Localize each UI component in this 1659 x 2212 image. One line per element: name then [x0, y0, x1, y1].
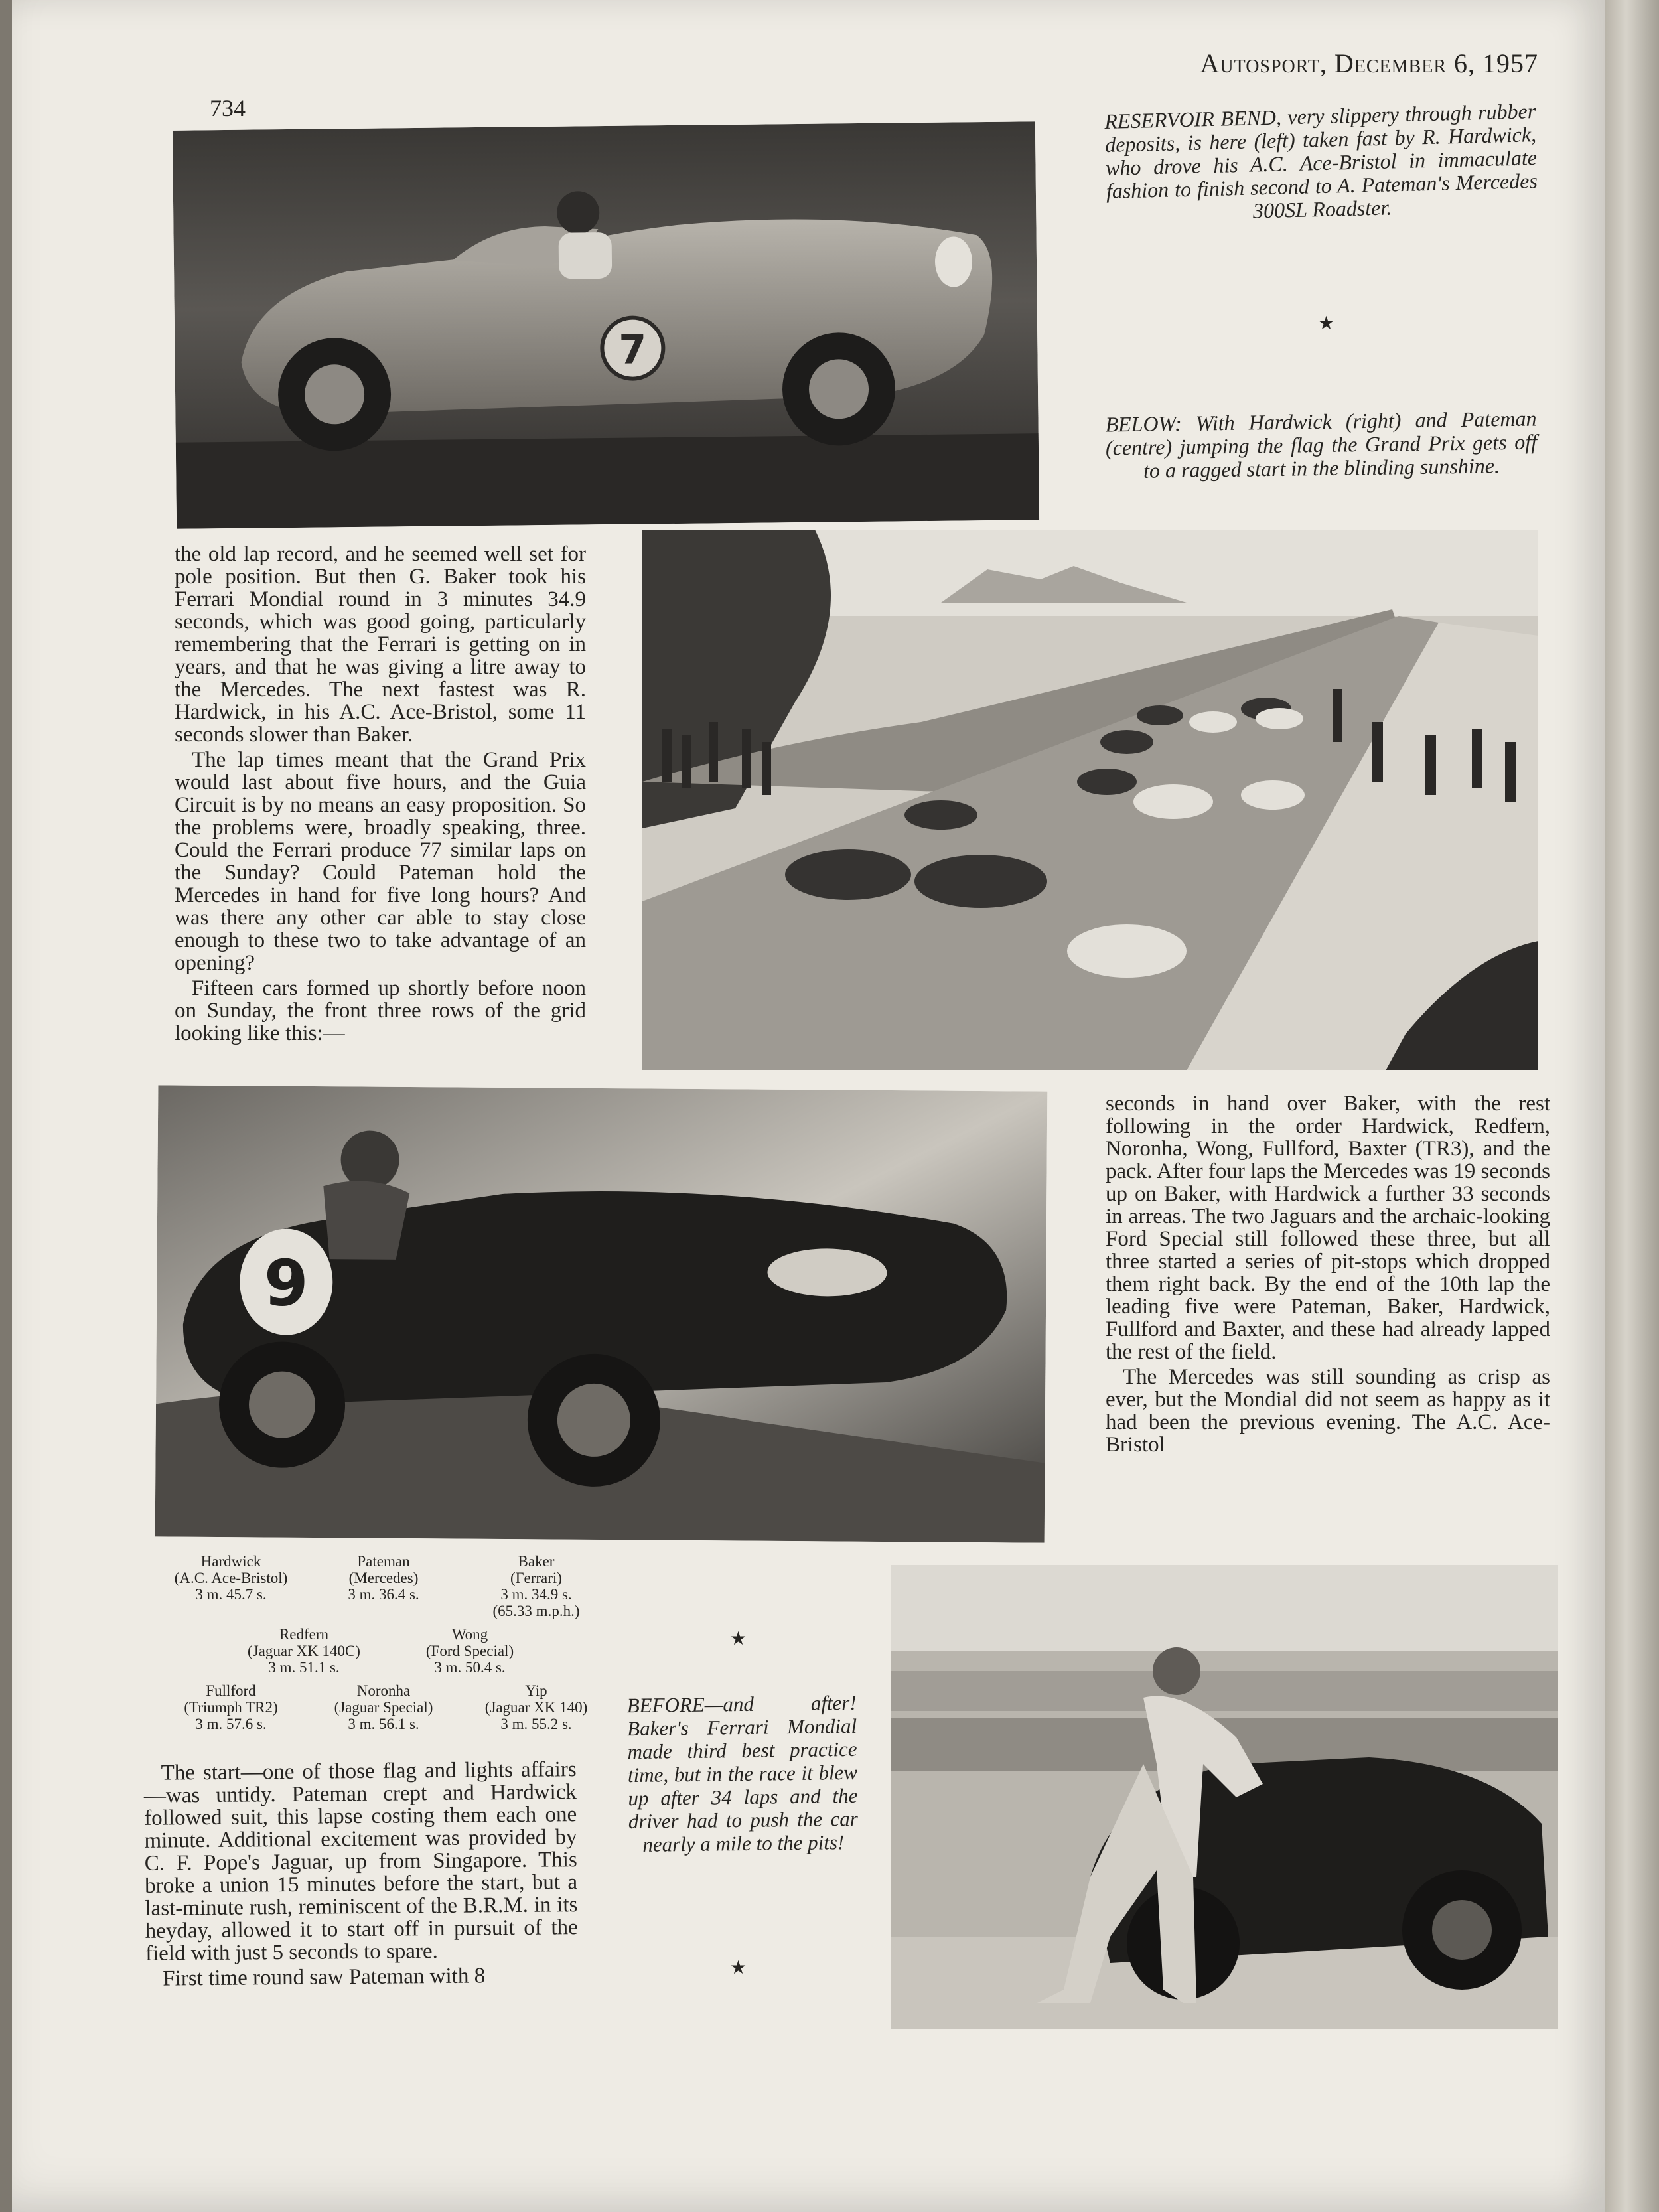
- grid-entry: Noronha (Jaguar Special) 3 m. 56.1 s.: [334, 1682, 433, 1732]
- separator-star: ★: [730, 1958, 747, 1978]
- paragraph: The Mercedes was still sounding as crisp as ever, but the Mondial did not seem as happy as it had been the previous evening. The A.C. Ace-Bristol: [1106, 1365, 1550, 1457]
- page-number: 734: [210, 95, 246, 121]
- separator-star: ★: [730, 1629, 747, 1649]
- caption-below-start: BELOW: With Hardwick (right) and Pateman (centre) jumping the flag the Grand Prix gets off to a ragged start in the blinding sunshine.: [1105, 406, 1538, 482]
- grid-entry: Pateman (Mercedes) 3 m. 36.4 s.: [348, 1553, 419, 1603]
- page-edge: [1605, 0, 1659, 2212]
- paragraph: First time round saw Pateman with 8: [163, 1964, 486, 1991]
- magazine-page: [12, 0, 1605, 2212]
- grid-entry: Hardwick (A.C. Ace-Bristol) 3 m. 45.7 s.: [174, 1553, 288, 1603]
- paragraph: the old lap record, and he seemed well set for pole position. But then G. Baker took his Ferrari Mondial round in 3 minutes 34.9 seconds, which was good going, particularly remembering that the Ferrari is getting on in years, and that he was giving a litre away to the Mercedes. The next fastest was R. Hardwick, in his A.C. Ace-Bristol, some 11 seconds slower than Baker.: [175, 542, 586, 747]
- paragraph: The start—one of those flag and lights affairs—was untidy. Pateman crept and Hardwick followed suit, this lapse costing them each one minute. Additional excitement was provided by C. F. Pope's Jaguar, up from Singapore. This broke a union 15 minutes before the start, but a last-minute rush, reminiscent of the B.R.M. in its heyday, allowed it to start off in pursuit of the field with just 5 seconds to spare.: [143, 1757, 578, 1966]
- grid-entry: Baker (Ferrari) 3 m. 34.9 s. (65.33 m.p.h.): [492, 1553, 580, 1619]
- photo-pushing-ferrari: [891, 1565, 1558, 2029]
- photo-ac-ace-bristol: [173, 121, 1039, 529]
- car-number-9: 9: [263, 1246, 309, 1321]
- grid-entry: Fullford (Triumph TR2) 3 m. 57.6 s.: [184, 1682, 278, 1732]
- photo-ferrari-painting: [155, 1085, 1048, 1542]
- caption-before-and-after: BEFORE—and after! Baker's Ferrari Mondial made third best practice time, but in the race it blew up after 34 laps and the driver had to push the car nearly a mile to the pits!: [626, 1690, 859, 1856]
- paragraph: The lap times meant that the Grand Prix would last about five hours, and the Guia Circuit is by no means an easy proposition. So the problems were, broadly speaking, three. Could the Ferrari produce 77 similar laps on the Sunday? Could Pateman hold the Mercedes in hand for five long hours? And was there any other car able to stay close enough to these two to take advantage of an opening?: [175, 748, 586, 975]
- grid-entry: Yip (Jaguar XK 140) 3 m. 55.2 s.: [484, 1682, 588, 1732]
- article-column-left-top: [175, 543, 586, 1047]
- paragraph: Fifteen cars formed up shortly before noon on Sunday, the front three rows of the grid looking like this:—: [175, 976, 586, 1045]
- photo-race-start: [642, 530, 1538, 1070]
- separator-star: ★: [1318, 313, 1335, 334]
- caption-reservoir-bend: RESERVOIR BEND, very slippery through rubber deposits, is here (left) taken fast by R. Hardwick, who drove his A.C. Ace-Bristol in immaculate fashion to finish second to A. Pateman's Mercedes 300SL Roadster.: [1104, 99, 1538, 223]
- grid-entry: Redfern (Jaguar XK 140C) 3 m. 51.1 s.: [248, 1626, 360, 1676]
- starting-grid: [151, 1553, 616, 1745]
- article-column-left-bottom: [143, 1758, 578, 1993]
- car-number-7: 7: [618, 327, 647, 374]
- paragraph: seconds in hand over Baker, with the rest following in the order Hardwick, Redfern, Noronha, Wong, Fullford, Baxter (TR3), and the pack. After four laps the Mercedes was 19 seconds up on Baker, with Hardwick a further 33 seconds in arreas. The two Jaguars and the archaic-looking Ford Special still followed these three, but all three started a series of pit-stops which dropped them right back. By the end of the 10th lap the leading five were Pateman, Baker, Hardwick, Fullford and Baxter, and these had already lapped the rest of the field.: [1106, 1092, 1550, 1364]
- article-column-right-middle: [1106, 1092, 1550, 1459]
- publication-header: Autosport, December 6, 1957: [1200, 48, 1538, 78]
- grid-entry: Wong (Ford Special) 3 m. 50.4 s.: [425, 1626, 514, 1676]
